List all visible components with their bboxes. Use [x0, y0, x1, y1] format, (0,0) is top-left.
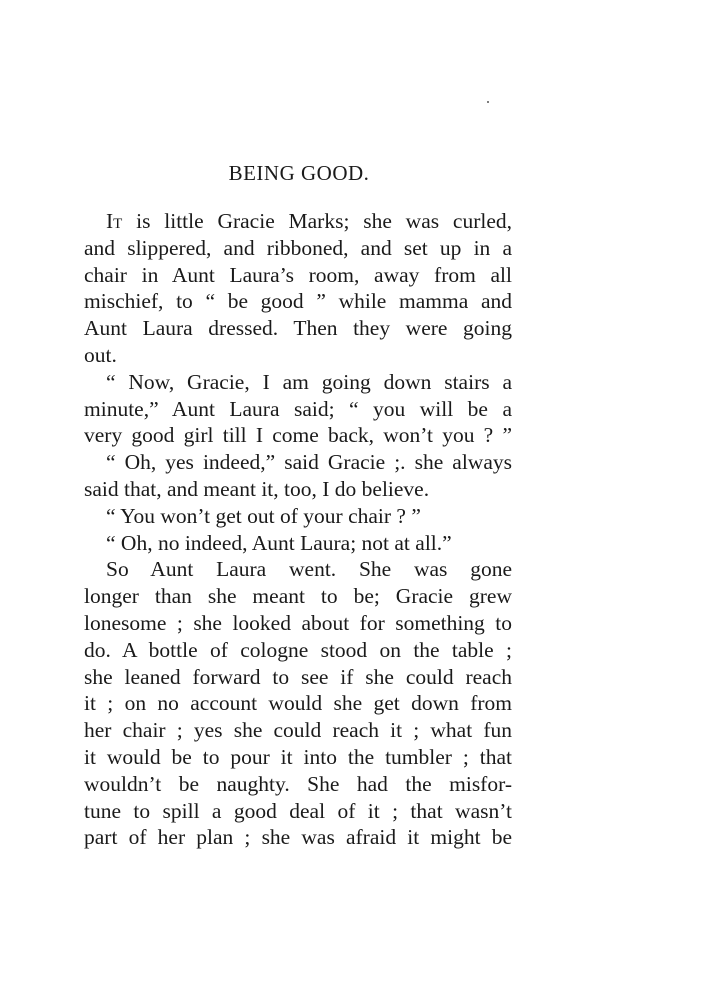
text-line: and slippered, and ribboned, and set up in a [84, 235, 512, 260]
text-line: it would be to pour it into the tumbler ; that [84, 744, 512, 769]
text-line: Aunt Laura dressed. Then they were going [84, 316, 512, 341]
chapter-heading: BEING GOOD. [228, 161, 370, 185]
text-line: lonesome ; she looked about for something to [84, 610, 512, 635]
text-line: longer than she meant to be; Gracie grew [84, 584, 512, 609]
body-text [84, 208, 512, 851]
print-speck [487, 101, 489, 103]
text-line: So Aunt Laura went. She was gone [106, 557, 512, 582]
drop-word: It [106, 209, 123, 233]
text-line: said that, and meant it, too, I do believe. [84, 476, 430, 501]
text-line: it ; on no account would she get down from [84, 691, 512, 716]
text-line: she leaned forward to see if she could reach [84, 664, 512, 689]
text-line: “ Now, Gracie, I am going down stairs a [106, 369, 512, 394]
text-line: wouldn’t be naughty. She had the misfor- [84, 771, 512, 796]
text-line: do. A bottle of cologne stood on the table ; [84, 637, 512, 662]
text-line: tune to spill a good deal of it ; that wasn’t [84, 798, 512, 823]
text-line: her chair ; yes she could reach it ; what fun [84, 718, 512, 743]
text-line: out. [84, 342, 117, 367]
text-line: “ Oh, yes indeed,” said Gracie ;. she always [106, 450, 512, 475]
text-line: “ Oh, no indeed, Aunt Laura; not at all.” [106, 530, 452, 555]
text-line: very good girl till I come back, won’t you ? ” [84, 423, 512, 448]
text-line: part of her plan ; she was afraid it might be [84, 825, 512, 850]
text-line: mischief, to “ be good ” while mamma and [84, 289, 512, 314]
text-line: “ You won’t get out of your chair ? ” [106, 503, 421, 528]
text-line: minute,” Aunt Laura said; “ you will be a [84, 396, 512, 421]
text-line: It is little Gracie Marks; she was curled, [106, 209, 512, 233]
text-line: chair in Aunt Laura’s room, away from all [84, 262, 512, 287]
